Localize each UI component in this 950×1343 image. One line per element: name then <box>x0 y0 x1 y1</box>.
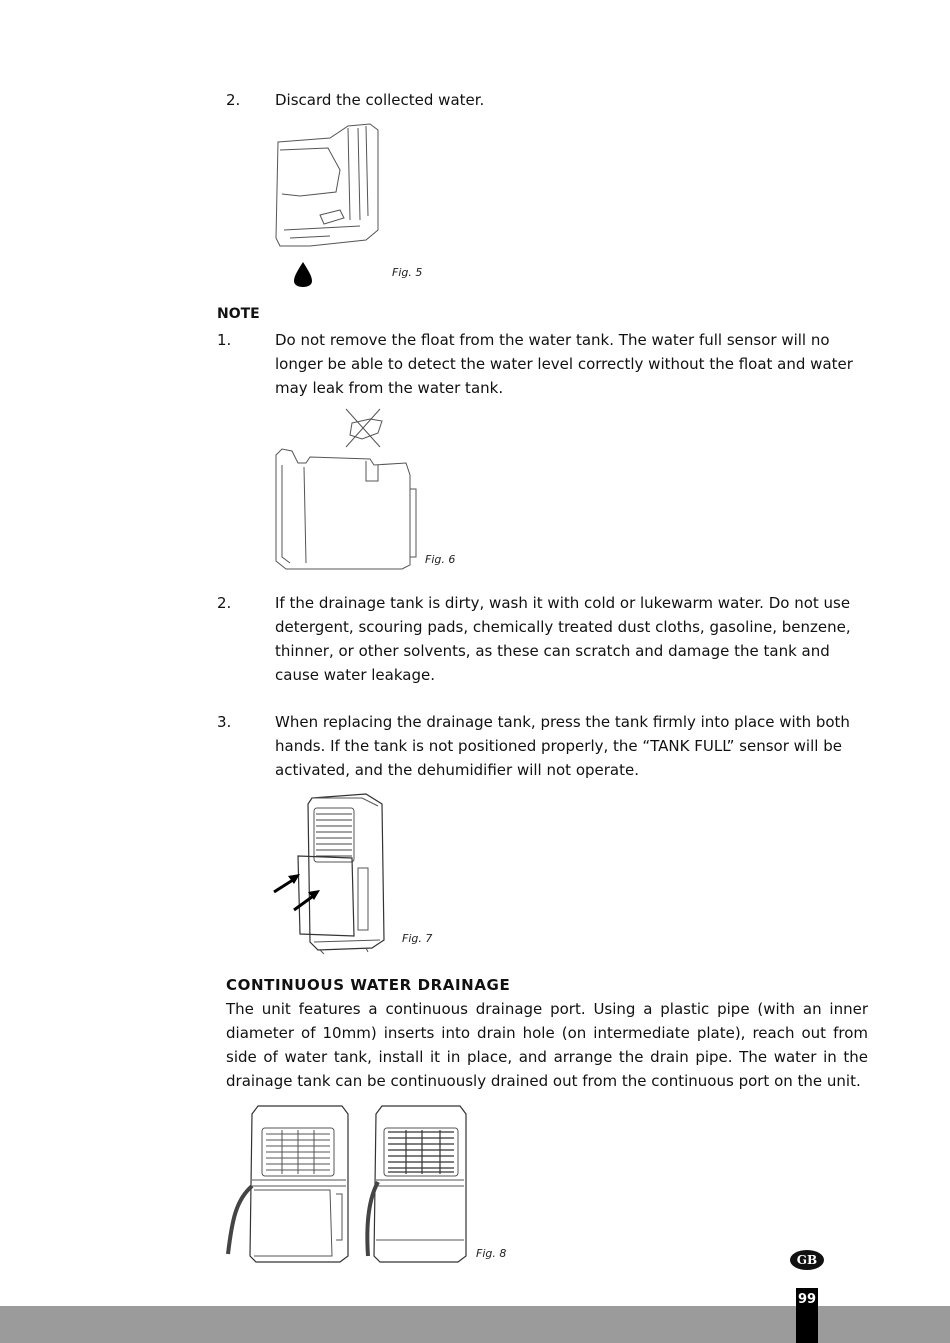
note-item-text: Do not remove the float from the water tank. The water full sensor will no longer be able to detect the water level correctly without the float and water may leak from the water tank. <box>275 331 853 397</box>
fig8-illustration <box>222 1100 472 1270</box>
language-badge: GB <box>790 1250 824 1270</box>
fig6-label: Fig. 6 <box>425 553 456 566</box>
page-number-tab <box>796 1288 818 1343</box>
fig5-illustration <box>270 120 390 290</box>
step-number: 2. <box>226 91 241 109</box>
fig8-label: Fig. 8 <box>476 1247 507 1260</box>
note-item-text: If the drainage tank is dirty, wash it with cold or lukewarm water. Do not use detergent, scouring pads, chemically treated dust cloths, gasoline, benzene, thinner, or other solvents, as these can scratch and damage the tank and cause water leakage. <box>275 594 851 684</box>
drain-pipe <box>367 1182 378 1256</box>
section-body: The unit features a continuous drainage port. Using a plastic pipe (with an inner diameter of 10mm) inserts into drain hole (on intermediate plate), reach out from side of water tank, install it in place, and arrange the drain pipe. The water in the drainage tank can be continuously drained out from the continuous port on the unit. <box>226 1000 868 1090</box>
note-item-number: 1. <box>217 331 232 349</box>
fig6-illustration <box>270 405 430 575</box>
fig7-illustration <box>270 790 400 955</box>
note-item-text: When replacing the drainage tank, press the tank firmly into place with both hands. If the tank is not positioned properly, the “TANK FULL” sensor will be activated, and the dehumidifier will not operate. <box>275 713 850 779</box>
fig5-label: Fig. 5 <box>392 266 423 279</box>
note-item-number: 2. <box>217 594 232 612</box>
water-drop-icon <box>294 262 312 287</box>
page-number: 99 <box>797 1292 817 1307</box>
section-heading: CONTINUOUS WATER DRAINAGE <box>226 976 511 994</box>
drain-pipe <box>228 1186 252 1254</box>
note-title: NOTE <box>217 306 260 322</box>
fig7-label: Fig. 7 <box>402 932 433 945</box>
step-text: Discard the collected water. <box>275 91 485 109</box>
note-item-number: 3. <box>217 713 232 731</box>
